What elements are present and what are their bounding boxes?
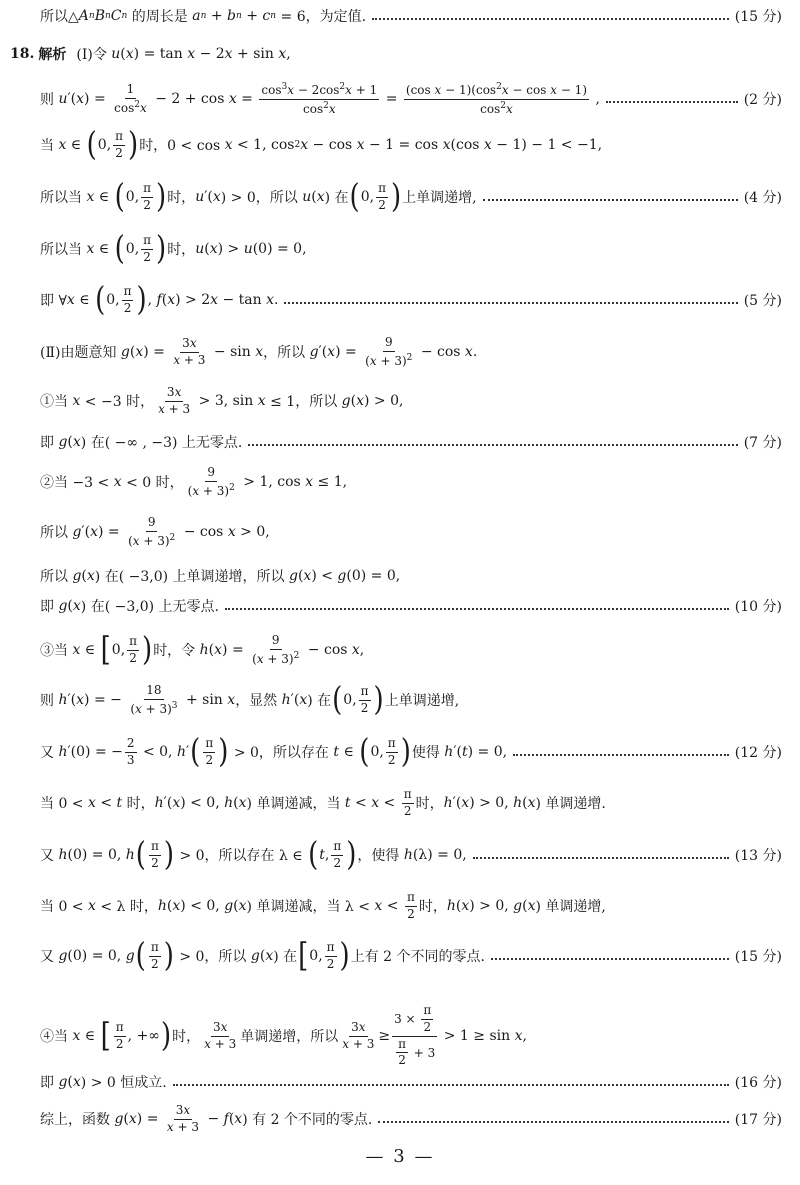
- leader-dots: [483, 199, 738, 201]
- solution-line: [40, 178, 782, 217]
- score-label: (15 分): [734, 949, 782, 966]
- solution-line: [40, 466, 782, 499]
- solution-line: [40, 596, 782, 616]
- leader-dots: [225, 608, 729, 610]
- solution-line: [40, 516, 782, 549]
- score-label: (5 分): [743, 293, 782, 310]
- solution-line: [40, 631, 782, 670]
- line-text: 则 h ′( x ) = − $\frac{18}{(x + 3)^3}$ + sin x ，显然 h ′( x ) 在 ( 0, $\frac{\pi}{2}$ ) 上单调递增,: [40, 681, 460, 720]
- solution-line: [40, 281, 782, 320]
- solution-line: [40, 681, 782, 720]
- line-text: 所以 g ′( x ) = $\frac{9}{(x + 3)^2}$ − cos x > 0,: [40, 515, 270, 548]
- leader-dots: [248, 444, 737, 446]
- score-label: (17 分): [734, 1112, 782, 1129]
- solution-line: [40, 1104, 782, 1135]
- solution-line: [40, 386, 782, 417]
- solution-line: [40, 891, 782, 922]
- line-text: ①当 x < −3 时， $\frac{3x}{x + 3}$ > 3, sin x ≤ 1，所以 g ( x ) > 0,: [40, 385, 404, 416]
- line-text: 即 ∀ x ∈ ( 0, $\frac{\pi}{2}$ ) , f ( x ) > 2 x − tan x .: [40, 281, 279, 320]
- solution-line: [40, 566, 782, 586]
- line-text: (Ⅰ)令 u ( x ) = tan x − 2 x + sin x ,: [76, 46, 291, 63]
- leader-dots: [284, 302, 737, 304]
- solution-line: [40, 126, 782, 165]
- line-text: ③当 x ∈ [ 0, $\frac{\pi}{2}$ ) 时，令 h ( x ) = $\frac{9}{(x + 3)^2}$ − cos x ,: [40, 631, 365, 670]
- line-text: 当 0 < x < t 时， h ′( x ) < 0, h ( x ) 单调递减，当 t < x < $\frac{\pi}{2}$ 时， h ′( x ) > 0, h ( x ) 单调递增.: [40, 787, 606, 818]
- line-text: 综上，函数 g ( x ) = $\frac{3x}{x + 3}$ − f ( x ) 有 2 个不同的零点.: [40, 1103, 373, 1134]
- leader-dots: [372, 18, 729, 20]
- solution-line: [40, 1004, 782, 1068]
- leader-dots: [491, 958, 729, 960]
- problem-heading: [10, 44, 782, 64]
- solution-line: [40, 836, 782, 875]
- solution-line: [40, 733, 782, 772]
- line-text: 所以△ A n B n C n 的周长是 a n + b n + c n = 6，为定值.: [40, 8, 367, 25]
- solution-line: [40, 788, 782, 819]
- problem-number: 18.: [10, 46, 35, 62]
- line-text: ②当 −3 < x < 0 时， $\frac{9}{(x + 3)^2}$ > 1, cos x ≤ 1,: [40, 465, 348, 498]
- leader-dots: [473, 857, 729, 859]
- score-label: (2 分): [743, 92, 782, 109]
- score-label: (13 分): [734, 848, 782, 865]
- leader-dots: [513, 754, 729, 756]
- score-label: (12 分): [734, 745, 782, 762]
- line-text: 即 g ( x ) 在( −∞ , −3) 上无零点.: [40, 434, 243, 451]
- score-label: (15 分): [734, 9, 782, 25]
- solution-line: [40, 82, 782, 117]
- score-label: (16 分): [734, 1075, 782, 1091]
- score-label: (7 分): [743, 435, 782, 451]
- line-text: 则 u ′( x ) = $\frac{1}{\cos^2x}$ − 2 + cos x = $\frac{\cos^3x - 2\cos^2x + 1}{\cos^2x}$ = $\frac{(\cos x - 1)(\cos^2x - \cos x - 1)}{\cos^2x}$ ,: [40, 82, 600, 116]
- line-text: 即 g ( x ) 在( −3,0) 上无零点.: [40, 598, 219, 615]
- solution-line: [40, 336, 782, 369]
- solution-line: [40, 230, 782, 269]
- line-text: 又 g (0) = 0, g ( $\frac{\pi}{2}$ ) > 0，所以 g ( x ) 在 [ 0, $\frac{\pi}{2}$ ) 上有 2 个不同的零点.: [40, 937, 485, 976]
- line-text: 所以当 x ∈ ( 0, $\frac{\pi}{2}$ ) 时， u ′( x ) > 0，所以 u ( x ) 在 ( 0, $\frac{\pi}{2}$ ) 上单调递增,: [40, 178, 477, 217]
- line-text: (Ⅱ)由题意知 g ( x ) = $\frac{3x}{x + 3}$ − sin x ，所以 g ′( x ) = $\frac{9}{(x + 3)^2}$ − cos x .: [40, 335, 478, 368]
- line-text: 又 h ′(0) = − $\frac{2}{3}$ < 0, h ′ ( $\frac{\pi}{2}$ ) > 0，所以存在 t ∈ ( 0, $\frac{\pi}{2}$ ) 使得 h ′( t ) = 0,: [40, 733, 508, 772]
- page-number: — 3 —: [365, 1146, 435, 1167]
- solution-line: [40, 1072, 782, 1092]
- solution-line: [40, 432, 782, 452]
- line-text: 当 x ∈ ( 0, $\frac{\pi}{2}$ ) 时，0 < cos x < 1, cos 2 x − cos x − 1 = cos x (cos x − 1) − 1 < −1,: [40, 126, 603, 165]
- line-text: 当 0 < x < λ 时， h ( x ) < 0, g ( x ) 单调递减，当 λ < x < $\frac{\pi}{2}$ 时， h ( x ) > 0, g ( x ) 单调递增,: [40, 890, 606, 921]
- line-text: 所以 g ( x ) 在( −3,0) 上单调递增，所以 g ( x ) < g (0) = 0,: [40, 568, 401, 585]
- score-label: (4 分): [743, 190, 782, 207]
- line-text: 又 h (0) = 0, h ( $\frac{\pi}{2}$ ) > 0，所以存在 λ ∈ ( t , $\frac{\pi}{2}$ ) ，使得 h (λ) = 0,: [40, 836, 467, 875]
- score-label: (10 分): [734, 599, 782, 615]
- line-text: 所以当 x ∈ ( 0, $\frac{\pi}{2}$ ) 时， u ( x ) > u (0) = 0,: [40, 230, 307, 269]
- analysis-label: 解析: [38, 47, 67, 63]
- solution-line: [40, 937, 782, 976]
- solution-line: [40, 6, 782, 26]
- line-text: ④当 x ∈ [ $\frac{\pi}{2}$ , +∞ ) 时， $\frac{3x}{x + 3}$ 单调递增，所以 $\frac{3x}{x + 3}$ ≥ 3 × $\frac{\pi}{2}$ $\frac{\pi}{2}$ + 3 > 1 ≥ sin x ,: [40, 1003, 527, 1068]
- leader-dots: [173, 1084, 729, 1086]
- leader-dots: [378, 1121, 728, 1123]
- leader-dots: [606, 101, 738, 103]
- line-text: 即 g ( x ) > 0 恒成立.: [40, 1074, 167, 1091]
